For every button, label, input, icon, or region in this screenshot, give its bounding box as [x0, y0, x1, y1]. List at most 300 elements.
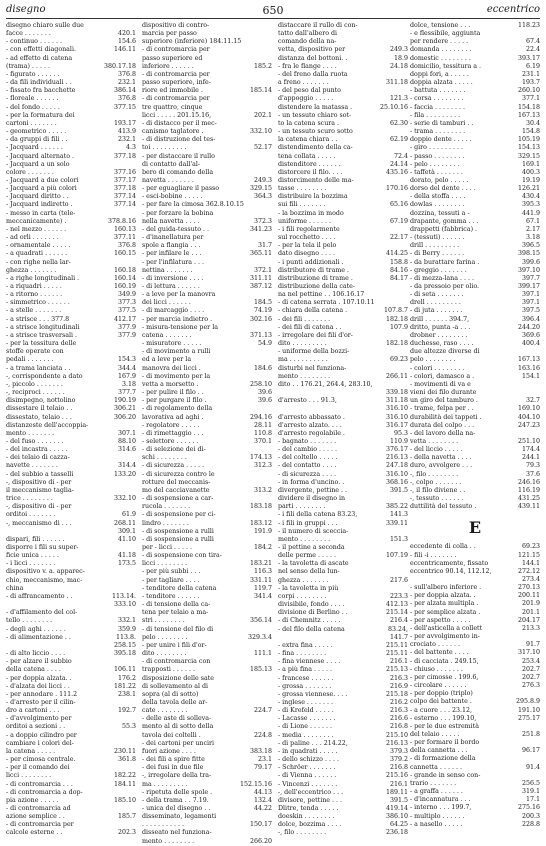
index-entry	[6, 38, 136, 46]
index-entry-page-ref: 37.6	[525, 470, 540, 478]
index-entry-text: drapante, gomma . . .	[410, 217, 479, 225]
index-entry-page-ref: 441.9	[521, 209, 540, 217]
index-entry	[278, 756, 408, 764]
index-entry-page-ref: 216.2	[389, 698, 408, 706]
index-entry-page-ref: 311.11	[249, 274, 272, 282]
index-entry-page-ref: 413.9	[117, 128, 136, 136]
index-entry-page-ref: 173.5	[117, 560, 136, 568]
index-entry-text: - di sicurezza . . . .	[278, 470, 337, 478]
index-entry-text: doppi fori, a . . . . .	[410, 70, 469, 78]
index-entry-text: drell . . . . . . . . .	[410, 299, 461, 307]
index-entry-text: - ad orli . . . . . . .	[6, 234, 59, 242]
index-entry-page-ref: 377.7	[117, 389, 136, 397]
index-entry-page-ref	[270, 715, 272, 723]
index-entry-page-ref: 152.15.16	[239, 780, 272, 788]
index-entry	[278, 153, 408, 161]
index-entry	[142, 552, 272, 560]
index-entry	[142, 462, 272, 470]
index-entry	[142, 144, 272, 152]
index-entry	[142, 454, 272, 462]
index-entry-text: - di sospensione per ci-	[142, 511, 216, 519]
index-entry	[278, 813, 408, 821]
index-entry-page-ref	[134, 112, 136, 120]
index-entry	[142, 658, 272, 666]
index-entry-page-ref: 202.1	[253, 111, 272, 119]
index-entry-page-ref: 119.7	[253, 584, 272, 592]
index-entry-text: - grossa . . . . . . .	[278, 682, 332, 690]
index-entry-page-ref: 379.3	[389, 747, 408, 755]
index-entry-page-ref	[270, 169, 272, 177]
index-entry-text: - fissato fra bacchette	[6, 87, 76, 95]
index-entry-text: - per aspetto . . . . .	[410, 616, 471, 624]
index-entry-text: - i fili della catena 83.23,	[278, 511, 358, 519]
index-entry-text: dro a cartoni . . .	[6, 707, 60, 715]
index-entry-page-ref: 116.19	[517, 486, 540, 494]
index-entry	[410, 144, 540, 152]
index-entry-page-ref	[270, 471, 272, 479]
index-entry-page-ref: 316.10	[385, 405, 408, 413]
index-entry-page-ref	[270, 79, 272, 87]
index-entry-text: - per annodare . 111.2	[6, 690, 78, 698]
index-entry-page-ref	[270, 446, 272, 454]
index-entry	[6, 634, 136, 642]
index-entry-page-ref: 420.1	[117, 30, 136, 38]
index-entry-page-ref: 64.25	[389, 821, 408, 829]
index-entry-page-ref: 313.2	[253, 486, 272, 494]
index-entry-text: - floreale . . . . . .	[6, 95, 59, 103]
index-entry-text: - misuratore . . . . .	[142, 340, 202, 348]
index-entry-text: - in quadrati . . . . .	[278, 747, 338, 755]
index-entry	[278, 356, 408, 364]
index-entry	[6, 658, 136, 666]
index-entry	[142, 503, 272, 511]
index-entry	[410, 104, 540, 112]
index-entry	[6, 675, 136, 683]
index-entry-page-ref: 396.5	[521, 242, 540, 250]
index-entry	[410, 747, 540, 755]
index-entry-page-ref	[406, 495, 408, 503]
index-entry-page-ref: 107.19	[385, 552, 408, 560]
index-entry	[410, 430, 540, 438]
index-entry-text: china	[6, 584, 24, 592]
index-entry-text: - a leve per la manovra	[142, 291, 216, 299]
index-entry	[278, 740, 408, 748]
index-entry	[142, 772, 272, 780]
index-entry	[410, 584, 540, 592]
index-entry-page-ref: 414.25	[385, 250, 408, 258]
index-entry-page-ref: 185.14	[249, 87, 272, 95]
index-entry-text: disporre i fili su super-	[6, 544, 79, 551]
index-entry-page-ref: 44.13	[253, 788, 272, 796]
index-entry-page-ref: 275.17	[517, 714, 540, 722]
index-entry-text: dorato, pelo . . . . .	[410, 176, 469, 184]
index-entry-text: - esterno . . . 199.10,	[410, 714, 477, 722]
index-entry-page-ref	[134, 658, 136, 666]
index-entry	[278, 259, 408, 267]
index-entry-page-ref	[270, 601, 272, 609]
index-entry-page-ref	[270, 373, 272, 381]
index-entry	[410, 772, 540, 780]
index-entry-text: - del peso dal punto	[278, 87, 341, 95]
index-entry-text: ghezza . . . . . . .	[278, 576, 329, 584]
index-entry	[6, 405, 136, 413]
index-entry-text: sui fili . . . . . . .	[278, 201, 326, 209]
index-entry-text: - del freno dalla ruota	[278, 70, 348, 78]
index-entry-text: disturbi nel funziona-	[278, 364, 347, 372]
index-entry-page-ref: 192.7	[117, 707, 136, 715]
index-entry-page-ref: 369.6	[521, 331, 540, 339]
index-entry-page-ref: 251.10	[517, 437, 540, 445]
index-entry	[6, 120, 136, 128]
index-entry-text: - di distacco per il mec-	[142, 119, 217, 127]
index-entry	[410, 471, 540, 479]
index-entry-page-ref	[406, 87, 408, 95]
index-entry-text: - media . . . . . . . .	[278, 731, 334, 739]
index-entry-text: - per formare il bordo	[410, 739, 480, 747]
index-entry-text: - interno . . . 199.7,	[410, 804, 472, 812]
index-entry	[142, 193, 272, 201]
index-entry-text: - fili -i . . . . . . .	[410, 551, 457, 559]
index-entry-page-ref: 224.8	[253, 731, 272, 739]
index-entry-page-ref	[270, 740, 272, 748]
index-entry-text: dispositivo v. a. apparec-	[6, 568, 85, 576]
index-entry-text: domanda . . . . . . . .	[410, 46, 472, 54]
index-entry	[6, 153, 136, 161]
index-entry-text: - del lavoro della na-	[410, 429, 476, 437]
index-entry	[410, 633, 540, 641]
index-entry-page-ref	[134, 161, 136, 169]
index-entry-text: superiore (inferiore) 184.11.15	[142, 38, 242, 46]
index-entry	[142, 691, 272, 699]
index-entry	[142, 577, 272, 585]
index-entry	[6, 250, 136, 258]
index-entry-page-ref: 24.14	[389, 160, 408, 168]
index-entry-page-ref	[134, 732, 136, 740]
index-entry-page-ref: 181.22	[113, 682, 136, 690]
index-entry-page-ref: 151.3	[389, 535, 408, 543]
index-entry-text: -, irregolare della tra-	[142, 772, 212, 780]
index-entry	[278, 365, 408, 373]
index-entry	[278, 658, 408, 666]
index-entry	[142, 373, 272, 381]
index-entry	[410, 201, 540, 209]
index-entry-page-ref: 105.19	[517, 136, 540, 144]
index-entry-text: - per pulire il filo . .	[142, 389, 204, 397]
index-entry-page-ref	[134, 699, 136, 707]
index-entry	[278, 291, 408, 299]
index-entry	[6, 136, 136, 144]
index-entry-text: ma . . . . . . . . .	[142, 780, 188, 788]
index-entry-text: - del liccio . . . . .	[410, 446, 463, 454]
index-entry-text: - pelo . . . . . . . .	[410, 160, 460, 168]
index-entry-page-ref: 160.18	[113, 266, 136, 274]
index-entry	[278, 642, 408, 650]
index-entry-text: - geometrico . . . . .	[6, 128, 67, 136]
index-entry-page-ref: 216.1	[389, 780, 408, 788]
index-entry	[278, 307, 408, 315]
index-entry-text: durabilità dei tappeti .	[410, 413, 482, 421]
index-entry-text: - taffetà . . . . . . .	[410, 168, 463, 176]
index-entry-text: - per cimosa centrale.	[6, 756, 76, 764]
index-entry	[278, 397, 408, 405]
index-entry-text: disseminato, legamenti	[142, 813, 217, 821]
index-entry	[6, 128, 136, 136]
index-entry-text: - Jacquard . . . . . .	[6, 144, 63, 152]
index-entry-text: sul rocchetto . . . .	[278, 234, 336, 242]
index-entry	[278, 242, 408, 250]
index-entry-page-ref	[270, 291, 272, 299]
index-entry-text: eccedente di colla . .	[410, 543, 476, 551]
index-entry-text: cannetta . . . . . .	[410, 763, 462, 771]
index-entry-page-ref	[270, 30, 272, 38]
index-entry-page-ref: 185.13	[249, 666, 272, 674]
index-entry-page-ref: 316.17	[385, 421, 408, 429]
index-entry-page-ref	[406, 348, 408, 356]
index-entry-page-ref	[134, 503, 136, 511]
index-entry	[6, 585, 136, 593]
index-entry-text: riore ed immobile .	[142, 87, 203, 95]
index-entry-text: ghezza . . . . . . .	[6, 266, 57, 274]
index-entry	[142, 617, 272, 625]
index-entry-page-ref: 24.18	[389, 62, 408, 70]
index-entry-text: - per l'infilatura . . .	[142, 258, 205, 266]
index-entry-text: distendimento della ca-	[278, 144, 353, 152]
index-entry-text: della cannetta . . .	[410, 747, 468, 755]
index-entry-text: - degli aghi . . . . . .	[6, 625, 66, 633]
index-entry-text: vetta . . . . . . . .	[410, 437, 459, 445]
index-entry-text: distaccare il rullo di con-	[278, 22, 358, 29]
index-entry-page-ref: 113.8.	[115, 633, 136, 641]
index-entry-page-ref: 167.13	[517, 111, 540, 119]
index-entry	[6, 772, 136, 780]
index-entry-page-ref: 372.3	[253, 217, 272, 225]
index-entry-page-ref: 216.3	[389, 674, 408, 682]
index-entry-text: domestic . . . . . . . .	[410, 54, 471, 62]
index-entry	[6, 324, 136, 332]
index-entry	[410, 813, 540, 821]
index-entry	[6, 487, 136, 495]
index-entry	[6, 683, 136, 691]
index-entry	[6, 267, 136, 275]
index-entry-text: - d'inanellatura per	[142, 234, 204, 242]
index-entry-page-ref: 41.10	[117, 535, 136, 543]
index-entry-text: - chiuso . . . . . . .	[410, 665, 463, 673]
index-entry-text: vetta, dispositivo per	[278, 46, 346, 54]
index-entry-page-ref: 201.9	[521, 600, 540, 608]
index-entry-text: to la catena scura .	[278, 119, 340, 127]
index-entry-page-ref: 19.19	[521, 176, 540, 184]
index-entry-page-ref: 107.8.7	[383, 307, 408, 315]
index-entry-page-ref: 377.17	[113, 176, 136, 184]
index-entry-page-ref: 182.18	[385, 340, 408, 348]
index-entry-page-ref: 23.1	[257, 756, 272, 764]
index-entry-page-ref	[406, 210, 408, 218]
index-entry-text: - colori . . . . . . . .	[410, 364, 465, 372]
index-entry-text: - di mezza-lana . . . .	[410, 274, 474, 282]
index-entry	[278, 120, 408, 128]
index-entry	[410, 128, 540, 136]
index-entry-text: colore . . . . . . .	[6, 168, 54, 176]
index-entry-page-ref: 95.3	[393, 429, 408, 437]
index-entry-page-ref: 311.18	[385, 79, 408, 87]
index-entry	[410, 87, 540, 95]
index-entry	[142, 71, 272, 79]
index-entry-text: - i licci . . . . . . .	[6, 560, 56, 568]
index-entry-page-ref	[406, 22, 408, 30]
index-entry-text: - d'affilamento del col-	[6, 609, 78, 617]
index-entry-text: - Jacquard a due colori	[6, 176, 79, 184]
index-entry	[6, 756, 136, 764]
index-entry-page-ref	[270, 691, 272, 699]
index-entry	[142, 405, 272, 413]
index-entry-text: un giro del tamburo .	[410, 397, 478, 405]
index-entry-text: - di seta . . . . . . .	[410, 291, 464, 299]
index-entry-page-ref: 397.5	[521, 307, 540, 315]
index-entry-text: - di Lione . . . . . .	[278, 723, 332, 731]
index-entry	[278, 63, 408, 71]
index-entry-text: - tenditore della catena	[142, 584, 217, 592]
index-entry	[142, 259, 272, 267]
index-entry-page-ref: 398.15	[517, 250, 540, 258]
index-entry-page-ref: 247.18	[385, 462, 408, 470]
index-entry-page-ref	[406, 71, 408, 79]
index-entry-page-ref	[406, 193, 408, 201]
index-entry	[6, 813, 136, 821]
index-entry-text: per rendere . . . . .	[410, 38, 469, 46]
index-entry-page-ref: 190.19	[113, 397, 136, 405]
index-entry-page-ref	[270, 772, 272, 780]
index-entry	[410, 438, 540, 446]
index-entry	[6, 55, 136, 63]
index-entry	[278, 520, 408, 528]
index-entry-text: - dei fusi in due file	[142, 764, 204, 772]
index-entry-page-ref: 17.1	[525, 796, 540, 804]
index-entry-text: dato disegno . . . .	[278, 250, 336, 258]
index-entry-text: - di catena serrata . 107.10.11	[278, 299, 375, 307]
index-entry-page-ref: 183.21	[249, 560, 272, 568]
index-entry-page-ref	[134, 821, 136, 829]
index-entry-text: dozzina, tessuti a -	[410, 209, 470, 217]
index-entry-text: la catena chiara . .	[278, 136, 338, 144]
index-entry-page-ref: 329.15	[517, 152, 540, 160]
index-entry-page-ref	[406, 128, 408, 136]
index-entry-page-ref: 215.14	[385, 609, 408, 617]
index-entry-text: due altezze diverse di	[410, 348, 480, 356]
index-entry-text: orditoi a sezioni . .	[6, 723, 66, 731]
index-entry	[6, 544, 136, 552]
index-entry-text: - passo . . . . . . . .	[410, 152, 465, 160]
index-entry-text: - multiplo . . . . . .	[410, 812, 465, 820]
index-entry-text: - a ritorno . . . . . .	[6, 291, 63, 299]
index-columns	[6, 22, 540, 845]
index-entry-page-ref: 307.1	[117, 429, 136, 437]
index-entry	[410, 234, 540, 242]
index-entry	[278, 348, 408, 356]
index-entry-page-ref: 365.11	[249, 250, 272, 258]
index-entry-page-ref: 314.6	[117, 446, 136, 454]
index-entry-page-ref	[134, 487, 136, 495]
index-entry-text: distribuzione della cate-	[278, 283, 356, 290]
index-entry-text: - a righe longitudinali .	[6, 274, 80, 282]
index-entry	[278, 169, 408, 177]
index-entry-text: - della navetta . . . .	[410, 454, 472, 462]
index-entry-page-ref: 182.18	[385, 315, 408, 323]
index-entry-text: - di contromarcia . . .	[6, 780, 73, 788]
index-entry-page-ref: 158.8	[389, 258, 408, 266]
index-entry-text: - da burattare farina .	[410, 258, 480, 266]
index-entry	[278, 250, 408, 258]
index-entry-text: - sull'albero inferiore .	[410, 584, 482, 592]
index-entry-page-ref: 4.3	[125, 144, 136, 152]
index-entry-page-ref: 316.10	[385, 470, 408, 478]
index-entry-text: - del subbio a tasselli	[6, 470, 74, 478]
index-entry	[6, 161, 136, 169]
index-entry-text: - per fare la cimosa 362.8.10.15	[142, 201, 244, 209]
index-entry-page-ref: 204.17	[517, 616, 540, 624]
index-entry-page-ref: 216.8	[389, 764, 408, 772]
index-entry-page-ref: 312.3	[253, 462, 272, 470]
index-entry	[410, 723, 540, 731]
page-number: 650	[262, 4, 284, 17]
index-entry-page-ref: 361.8	[117, 756, 136, 764]
index-entry-page-ref: 317.10	[517, 649, 540, 657]
index-entry	[6, 291, 136, 299]
index-entry-text: vieni dei filo durante	[410, 389, 477, 397]
index-entry-text: disseato nel funziona-	[142, 829, 212, 837]
index-entry-text: fuori azione . . . .	[142, 747, 196, 755]
index-entry-text: drobner . . . . . . . .	[410, 331, 468, 339]
index-entry	[142, 234, 272, 242]
index-entry-text: - dell'asticella a collett	[410, 624, 483, 632]
index-entry	[142, 544, 272, 552]
index-entry	[410, 332, 540, 340]
index-entry-page-ref: 244.20	[517, 323, 540, 331]
index-entry	[278, 430, 408, 438]
index-entry-text: - della trama . . 7.19.	[142, 796, 209, 804]
index-entry	[410, 755, 540, 763]
index-entry-text: - per la tessitura delle	[6, 340, 77, 348]
index-entry-text: - faccia . . . . . . . .	[410, 103, 466, 111]
index-entry	[410, 422, 540, 430]
index-entry	[6, 740, 136, 748]
index-entry-page-ref	[270, 609, 272, 617]
index-entry	[142, 838, 272, 846]
index-entry	[142, 601, 272, 609]
index-entry	[410, 731, 540, 739]
index-entry	[410, 373, 540, 381]
index-entry-page-ref	[406, 291, 408, 299]
index-entry	[142, 438, 272, 446]
index-entry-text: - greggio . . . . . . .	[410, 266, 467, 274]
index-entry-page-ref: 349.9	[117, 291, 136, 299]
index-entry-text: mento . . . . . . .	[6, 429, 55, 437]
index-entry-page-ref: 377.16	[113, 168, 136, 176]
index-entry	[6, 87, 136, 95]
index-entry	[6, 495, 136, 503]
index-entry-text: della tavola delle ar-	[142, 698, 208, 706]
index-entry-page-ref: 91.7	[525, 641, 540, 649]
index-entry-page-ref	[270, 813, 272, 821]
index-entry-text: - del coltello . . . . .	[278, 454, 338, 462]
index-entry	[410, 658, 540, 666]
index-entry	[6, 63, 136, 71]
index-entry-text: -, meccanismo di . . .	[6, 519, 72, 527]
index-entry-page-ref: 377.11	[113, 234, 136, 242]
index-entry	[278, 781, 408, 789]
index-entry-page-ref: 380.17.18	[103, 62, 136, 70]
index-entry-text: divisore, pettine . . .	[278, 796, 343, 804]
index-entry-text: Dlitre, tenda . . . . .	[278, 805, 339, 812]
